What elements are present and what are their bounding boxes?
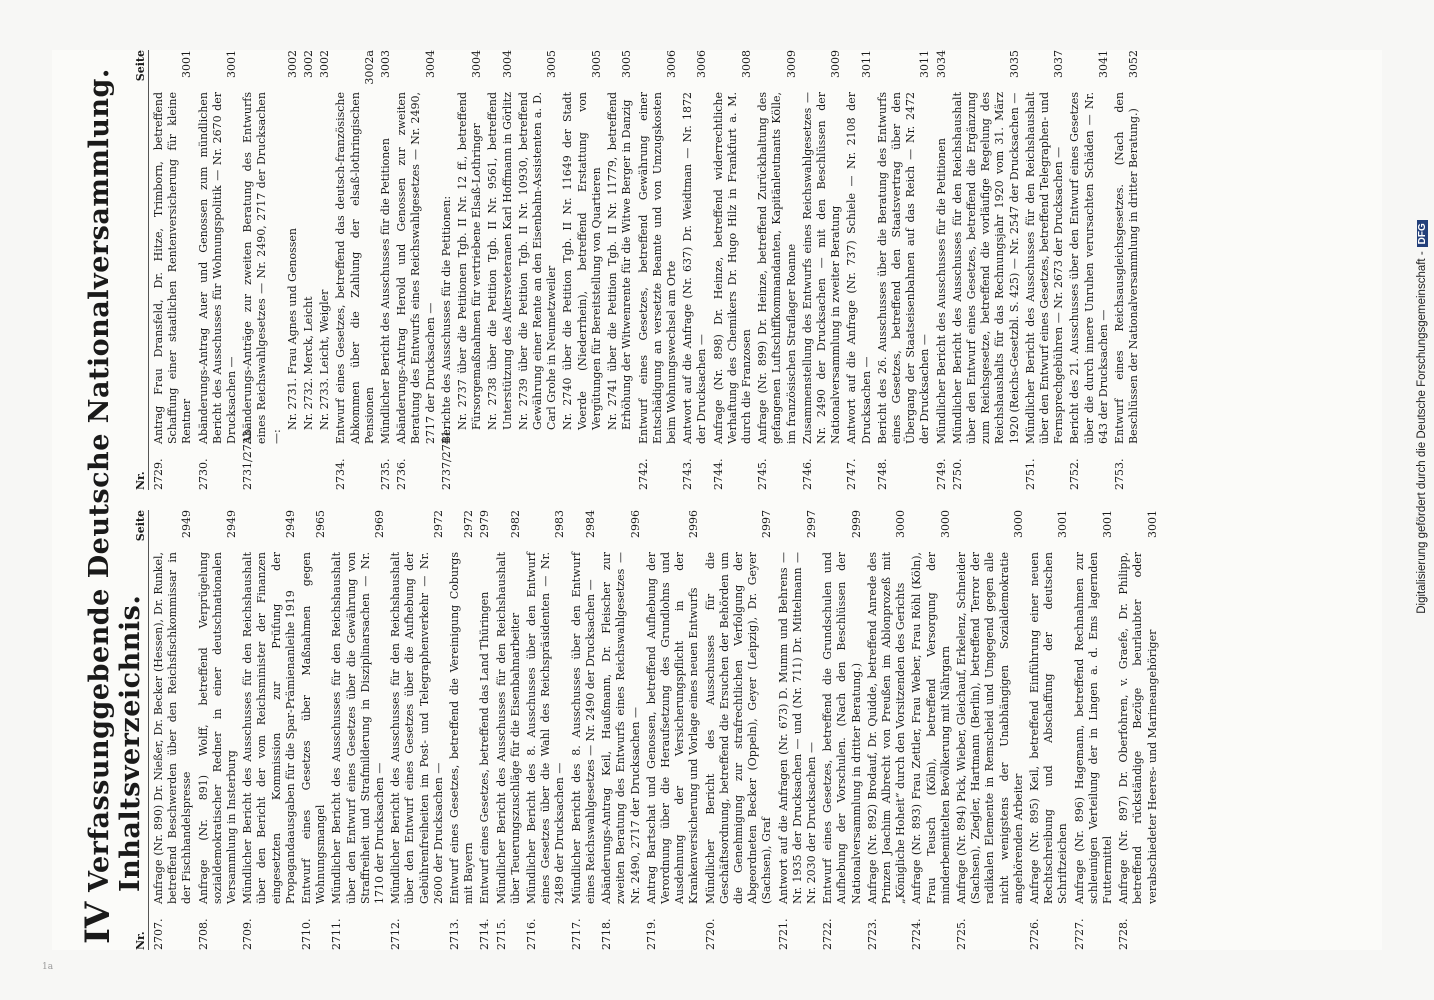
entry-title: Mündlicher Bericht des Ausschusses für den Reichshaushalt über den Entwurf eines Gesetzes, betreffend Telegraphen- und Fernsprechgebühren — Nr. 2673 der Drucksachen — xyxy=(1023,92,1066,444)
toc-entry xyxy=(866,510,909,950)
nr-heading: Nr. xyxy=(134,931,147,950)
entry-title: Nr. 2732. Merck, Leicht xyxy=(302,296,316,430)
entry-page: 3002 xyxy=(318,50,332,78)
entry-page: 2997 xyxy=(804,510,818,538)
toc-entry xyxy=(395,50,438,490)
toc-entry xyxy=(241,50,284,490)
toc-entry xyxy=(152,50,195,490)
entry-title: Entwurf eines Gesetzes, betreffend das deutsch-französische Abkommen über die Zahlung der elsaß-lothringischen Pensionen xyxy=(334,92,376,444)
entry-page: 2972 xyxy=(431,510,445,538)
entry-number: 2714. xyxy=(478,918,492,950)
entry-number: 2749. xyxy=(934,458,948,490)
toc-entry xyxy=(561,50,604,490)
page-title: Verfassunggebende Deutsche Nationalversammlung. Inhaltsverzeichnis. xyxy=(84,68,146,892)
page-number: IV xyxy=(78,901,118,944)
entry-page: 3052 xyxy=(1127,50,1141,78)
entry-number: 2753. xyxy=(1113,458,1126,490)
toc-entry xyxy=(300,510,328,950)
entry-number: 2745. xyxy=(756,458,770,490)
entry-page: 3002 xyxy=(285,50,299,78)
entry-title: Anfrage (Nr. 899) Dr. Heinze, betreffend Zurückhaltung des gefangenen Luftschiffkommandanten, Kapitänleutnants Kölle, im französischen Straflager Roanne xyxy=(756,92,798,444)
entry-title: Antrag Bartschat und Genossen, betreffend Aufhebung der Verordnung über die Heraufsetzung des Grundlohns und Ausdehnung der Versicherungspflicht in der Krankenversicherung und Vorlage eines neuen Entwurfs xyxy=(644,552,701,904)
toc-entry xyxy=(1068,50,1111,490)
entry-number: 2711. xyxy=(330,918,344,950)
toc-entry xyxy=(606,50,634,490)
entry-page: 3000 xyxy=(1011,510,1025,538)
entry-page: 2979 xyxy=(478,510,492,538)
side-note xyxy=(1412,18,1432,818)
entry-number: 2728. xyxy=(1117,918,1131,950)
column-rule xyxy=(148,510,149,950)
entry-title: Anfrage (Nr. 897) Dr. Oberfohren, v. Graefe, Dr. Philipp, betreffend rückständige Bezüge beurlaubter oder verabschiedeter Heeres- und Marineangehöriger xyxy=(1117,552,1159,904)
toc-entry xyxy=(517,50,560,490)
entry-page: 3011 xyxy=(918,50,932,78)
toc-entry xyxy=(478,510,492,950)
entry-number: 2737/2741. xyxy=(439,426,453,490)
right-column xyxy=(152,50,1143,490)
entry-page: 2999 xyxy=(849,510,863,538)
seite-heading: Seite xyxy=(134,510,147,542)
entry-number: 2747. xyxy=(845,458,859,490)
entry-number: 2725. xyxy=(954,918,968,950)
entry-title: Anfrage (Nr. 893) Frau Zettler, Frau Weber, Frau Röhl (Köln), Frau Teusch (Köln), betreffend Versorgung der minderbemittelten Bevölkerung mit Nährgarn xyxy=(910,552,952,904)
entry-page: 2984 xyxy=(583,510,597,538)
toc-entry xyxy=(845,50,873,490)
entry-page: 3041 xyxy=(1096,50,1110,78)
entry-page: 2949 xyxy=(283,510,297,538)
entry-number: 2707. xyxy=(152,918,165,950)
toc-entry xyxy=(486,50,514,490)
entry-title: Nr. 2739 über die Petition Tgb. II Nr. 10930, betreffend Gewährung einer Rente an den Eisenbahn-Assistenten a. D. Carl Grohe in Neumetzweiler xyxy=(516,92,559,430)
entry-number: 2720. xyxy=(703,918,717,950)
entry-title: Antwort auf die Anfrage (Nr. 737) Schiele — Nr. 2108 der Drucksachen — xyxy=(845,92,873,444)
entry-page: 3000 xyxy=(894,510,908,538)
entry-number: 2718. xyxy=(600,918,614,950)
entry-title: Nr. 2738 über die Petition Tgb. II Nr. 9561, betreffend Unterstützung des Altersveteranen Karl Hoffmann in Görlitz xyxy=(486,91,514,430)
entry-title: Antwort auf die Anfragen (Nr. 673) D. Mumm und Behrens — Nr. 1935 der Drucksachen — und (Nr. 711) Dr. Mittelmann — Nr. 2030 der Drucksachen — xyxy=(776,552,818,904)
toc-entry xyxy=(197,50,240,490)
toc-entry xyxy=(525,510,568,950)
entry-number: 2730. xyxy=(196,458,210,490)
entry-number: 2729. xyxy=(152,458,165,490)
entry-title: Mündlicher Bericht des Ausschusses für den Reichshaushalt über den Entwurf eines Gesetzes, betreffend die Ergänzung zum Reichsgesetze, betreffend die vorläufige Regelung des Reichshaushalts für das Rechnungsjahr 1920 vom 31. März 1920 (Reichs-Gesetzbl. S. 425) — Nr. 2547 der Drucksachen — xyxy=(950,92,1021,444)
seite-heading: Seite xyxy=(134,50,147,82)
toc-entry xyxy=(197,510,240,950)
corner-mark: 1a xyxy=(42,962,54,972)
toc-entry xyxy=(1113,50,1141,490)
toc-entry xyxy=(570,510,598,950)
entry-title: Bericht des 21. Ausschusses über den Entwurf eines Gesetzes über die durch innere Unruhen verursachten Schäden — Nr. 643 der Drucksachen — xyxy=(1068,92,1110,444)
entry-title: Mündlicher Bericht des 8. Ausschusses über den Entwurf eines Gesetzes über die Wahl des Reichspräsidenten — Nr. 2489 der Drucksachen — xyxy=(525,552,567,904)
entry-title: Nr. 2740 über die Petition Tgb. II Nr. 11649 der Stadt Voerde (Niederrhein), betreffend Erstattung von Vergütungen für Bereitstellung von Quartieren xyxy=(561,92,603,430)
toc-entry xyxy=(910,510,953,950)
column-rule xyxy=(148,50,149,490)
toc-entry xyxy=(456,50,484,490)
funding-note: Digitalisierung gefördert durch die Deutsche Forschungsgemeinschaft - xyxy=(1416,251,1428,614)
entry-number: 2726. xyxy=(1027,918,1041,950)
entry-number: 2727. xyxy=(1072,918,1086,950)
entry-page: 3005 xyxy=(620,50,634,78)
toc-entry xyxy=(389,510,446,950)
entry-page: 3037 xyxy=(1052,50,1066,78)
toc-entry xyxy=(955,510,1026,950)
toc-entry xyxy=(935,50,949,490)
entry-page: 2949 xyxy=(180,510,194,538)
toc-entry xyxy=(334,50,377,490)
toc-entry xyxy=(152,510,195,950)
entry-page: 3001 xyxy=(1056,510,1070,538)
entry-title: Zusammenstellung des Entwurfs eines Reichswahlgesetzes — Nr. 2490 der Drucksachen — mit den Beschlüssen der Nationalversammlung in zweiter Beratung xyxy=(800,92,843,444)
entry-number: 2724. xyxy=(910,918,924,950)
entry-title: Abänderungs-Antrag Herold und Genossen zur zweiten Beratung des Entwurfs eines Reichswahlgesetzes — Nr. 2490, 2717 der Drucksachen — xyxy=(395,92,437,444)
entry-title: Entwurf eines Gesetzes, betreffend Gewährung einer Entschädigung an versetzte Beamte und von Umzugskosten beim Wohnungswechsel am Orte xyxy=(636,92,678,444)
entry-page: 3011 xyxy=(859,50,873,78)
entry-number: 2742. xyxy=(636,458,650,490)
toc-entry xyxy=(681,50,709,490)
entry-page: 3004 xyxy=(500,50,514,78)
entry-page: 2969 xyxy=(373,510,387,538)
left-column xyxy=(152,510,1162,950)
toc-entry xyxy=(1028,510,1071,950)
entry-number: 2712. xyxy=(389,918,403,950)
toc-entry xyxy=(712,50,755,490)
entry-number: 2752. xyxy=(1068,458,1082,490)
entry-page: 2996 xyxy=(687,510,701,538)
entry-title: Entwurf eines Reichsausgleichsgesetzes. (Nach den Beschlüssen der Nationalversammlung in dritter Beratung.) xyxy=(1113,92,1141,444)
entry-title: Entwurf eines Gesetzes, betreffend das Land Thüringen xyxy=(478,591,492,904)
toc-entry xyxy=(448,510,476,950)
toc-entry xyxy=(645,510,702,950)
entry-page: 2972 xyxy=(462,510,476,538)
entry-page: 3035 xyxy=(1007,50,1021,78)
entry-page: 3006 xyxy=(664,50,678,78)
toc-entry xyxy=(1073,510,1116,950)
entry-title: Nr. 2737 über die Petitionen Tgb. II Nr. 12 ff., betreffend Fürsorgemaßnahmen für vertriebene Elsaß-Lothringer xyxy=(456,92,484,430)
entry-title: Mündlicher Bericht des Ausschusses für den Reichshaushalt über den Entwurf eines Gesetzes über die Aufhebung der Gebührenfreiheiten im Post- und Telegraphenverkehr — Nr. 2600 der Drucksachen — xyxy=(389,552,445,904)
entry-title: Antrag Frau Dransfeld, Dr. Hitze, Trimborn, betreffend Schaffung einer staatlichen Rentenversicherung für kleine Rentner xyxy=(152,92,194,444)
toc-entry xyxy=(1117,510,1160,950)
entry-title: Mündlicher Bericht des Ausschusses für den Reichshaushalt über den Entwurf eines Gesetzes über die Gewährung von Straffreiheit und Strafmilderung in Disziplinarsachen — Nr. 1710 der Drucksachen — xyxy=(330,552,387,904)
entry-title: Mündlicher Bericht des Ausschusses für den Reichshaushalt über Teuerungszuschläge für die Eisenbahnarbeiter xyxy=(494,552,522,904)
entry-number: 2744. xyxy=(711,458,725,490)
entry-title: Antwort auf die Anfrage (Nr. 637) Dr. Weidtman — Nr. 1872 der Drucksachen — xyxy=(681,92,709,444)
toc-entry xyxy=(440,50,454,490)
entry-page: 3005 xyxy=(589,50,603,78)
entry-title: Anfrage (Nr. 898) Dr. Heinze, betreffend widerrechtliche Verhaftung des Chemikers Dr. Hugo Hilz in Frankfurt a. M. durch die Franzosen xyxy=(711,92,753,444)
entry-page: 3034 xyxy=(934,50,948,78)
entry-title: Mündlicher Bericht des 8. Ausschusses über den Entwurf eines Reichswahlgesetzes — Nr. 2490 der Drucksachen — xyxy=(569,552,597,904)
entry-title: Mündlicher Bericht des Ausschusses für den Reichshaushalt über den Bericht der vom Reichsminister der Finanzen eingesetzten Kommission zur Prüfung der Propagandaausgaben für die Spar-Prämienanleihe 1919 xyxy=(241,552,297,904)
entry-title: Nr. 2741 über die Petition Tgb. II Nr. 11779, betreffend Erhöhung der Witwenrente für die Witwe Berger in Danzig xyxy=(606,92,634,430)
entry-title: Anfrage (Nr. 891) Wolff, betreffend Verprügelung sozialdemokratischer Redner in einer deutschnationalen Versammlung in Insterburg xyxy=(196,552,239,904)
entry-page: 3001 xyxy=(180,50,194,78)
entry-title: Entwurf eines Gesetzes, betreffend die Grundschulen und Aufhebung der Vorschulen. (Nach den Beschlüssen der Nationalversammlung in dritter Beratung.) xyxy=(821,552,863,904)
dfg-badge: DFG xyxy=(1417,220,1428,247)
entry-title: Mündlicher Bericht des Ausschusses für die Petitionen xyxy=(379,138,393,444)
entry-number: 2708. xyxy=(196,918,210,950)
entry-title: Anfrage (Nr. 894) Pick, Wieber, Gleichauf, Erkelenz, Schneider (Sachsen), Ziegler, Hartmann (Berlin), betreffend Terror der radikalen Elemente in Remscheid und Umgegend gegen alle nicht wenigstens der Unabhängigen Sozialdemokratie angehörenden Arbeiter xyxy=(954,552,1025,904)
entry-title: Mündlicher Bericht des Ausschusses für die Petitionen xyxy=(934,138,948,444)
entry-page: 2996 xyxy=(628,510,642,538)
entry-number: 2743. xyxy=(681,458,695,490)
entry-page: 3004 xyxy=(423,50,437,78)
toc-entry xyxy=(379,50,393,490)
entry-title: Abänderungs-Anträge zur zweiten Beratung des Entwurfs eines Reichswahlgesetzes — Nr. 2490, 2717 der Drucksachen —: xyxy=(241,92,283,444)
entry-number: 2736. xyxy=(395,458,409,490)
entry-number: 2748. xyxy=(875,458,889,490)
toc-entry xyxy=(801,50,844,490)
toc-entry xyxy=(951,50,1022,490)
entry-number: 2751. xyxy=(1023,458,1037,490)
entry-title: Entwurf eines Gesetzes über Maßnahmen gegen Wohnungsmangel xyxy=(300,552,328,904)
entry-page: 2949 xyxy=(225,510,239,538)
entry-number: 2713. xyxy=(448,918,462,950)
nr-heading: Nr. xyxy=(134,471,147,490)
entry-number: 2750. xyxy=(950,458,964,490)
entry-title: Abänderungs-Antrag Auer und Genossen zum mündlichen Bericht des Ausschusses für Wohnungspolitik — Nr. 2670 der Drucksachen — xyxy=(196,92,239,444)
entry-page: 3006 xyxy=(695,50,709,78)
toc-entry xyxy=(637,50,680,490)
toc-entry xyxy=(876,50,933,490)
entry-number: 2735. xyxy=(379,458,393,490)
entry-number: 2734. xyxy=(334,458,348,490)
rotated-page-sheet xyxy=(52,50,1382,950)
entry-page: 3009 xyxy=(784,50,798,78)
entry-title: Nr. 2733. Leicht, Weigler xyxy=(318,289,332,430)
entry-number: 2716. xyxy=(525,918,539,950)
entry-page: 3002a xyxy=(362,50,376,85)
entry-page: 3008 xyxy=(739,50,753,78)
entry-number: 2709. xyxy=(241,918,255,950)
entry-page: 3003 xyxy=(379,50,393,78)
entry-title: Bericht des 26. Ausschusses über die Beratung des Entwurfs eines Gesetzes, betreffend den Staatsvertrag über den Übergang der Staatseisenbahnen auf das Reich — Nr. 2472 der Drucksachen — xyxy=(875,92,932,444)
entry-number: 2710. xyxy=(300,918,314,950)
entry-number: 2723. xyxy=(865,918,879,950)
entry-page: 3005 xyxy=(545,50,559,78)
entry-title: Anfrage (Nr. 892) Brodauf, Dr. Quidde, betreffend Anrede des Prinzen Joachim Albrecht von Preußen im Ablonprozeß mit „Königliche Hoheit“ durch den Vorsitzenden des Gerichts xyxy=(865,552,908,904)
entry-number: 2719. xyxy=(644,918,658,950)
entry-number: 2715. xyxy=(494,918,508,950)
entry-page: 3001 xyxy=(1101,510,1114,538)
entry-title: Mündlicher Bericht des Ausschusses für die Geschäftsordnung, betreffend die Ersuchen der Behörden um die Genehmigung zur strafrechtlichen Verfolgung der Abgeordneten Becker (Oppeln), Geyer (Leipzig), Dr. Geyer (Sachsen), Graf xyxy=(703,552,774,904)
entry-number: 2722. xyxy=(821,918,835,950)
entry-title: Anfrage (Nr. 896) Hagemann, betreffend Rechnahmen zur schleunigen Verteilung der in Lingen a. d. Ems lagernden Futtermittel xyxy=(1072,552,1114,904)
toc-entry xyxy=(241,510,298,950)
entry-number: 2717. xyxy=(569,918,583,950)
toc-entry xyxy=(495,510,523,950)
entry-title: Berichte des Ausschusses für die Petitionen: xyxy=(439,195,453,444)
entry-title: Abänderungs-Antrag Keil, Haußmann, Dr. Fleischer zur zweiten Beratung des Entwurfs eines Reichswahlgesetzes — Nr. 2490, 2717 der Drucksachen — xyxy=(600,552,642,904)
toc-entry xyxy=(704,510,775,950)
entry-page: 2965 xyxy=(314,510,328,538)
toc-entry xyxy=(318,50,332,490)
entry-page: 2997 xyxy=(760,510,774,538)
entry-page: 3004 xyxy=(470,50,484,78)
entry-number: 2721. xyxy=(776,918,790,950)
toc-entry xyxy=(777,510,820,950)
side-note-text xyxy=(1416,17,1428,817)
entry-number: 2746. xyxy=(800,458,814,490)
entry-title: Anfrage (Nr. 895) Keil, betreffend Einführung einer neuen Rechtschreibung und Abschaffung der deutschen Schriftzeichen xyxy=(1027,552,1070,904)
entry-title: Entwurf eines Gesetzes, betreffend die Vereinigung Coburgs mit Bayern xyxy=(448,552,476,904)
toc-entry xyxy=(286,50,300,490)
toc-entry xyxy=(302,50,316,490)
toc-entry xyxy=(1024,50,1067,490)
toc-entry xyxy=(821,510,864,950)
entry-page: 2982 xyxy=(508,510,522,538)
toc-entry xyxy=(600,510,643,950)
entry-page: 3009 xyxy=(829,50,843,78)
entry-page: 3002 xyxy=(302,50,316,78)
entry-page: 2983 xyxy=(553,510,567,538)
entry-number: 2731/2733. xyxy=(241,426,255,490)
entry-page: 3001 xyxy=(225,50,239,78)
entry-page: 3000 xyxy=(938,510,952,538)
toc-entry xyxy=(330,510,387,950)
entry-title: Anfrage (Nr. 890) Dr. Nießer, Dr. Becker (Hessen), Dr. Runkel, betreffend Beschwerden über den Reichsfischkommissar in der Fischhandelspresse xyxy=(152,552,194,904)
entry-page: 3001 xyxy=(1145,510,1159,538)
toc-entry xyxy=(756,50,799,490)
entry-title: Nr. 2731. Frau Agnes und Genossen xyxy=(285,227,299,430)
